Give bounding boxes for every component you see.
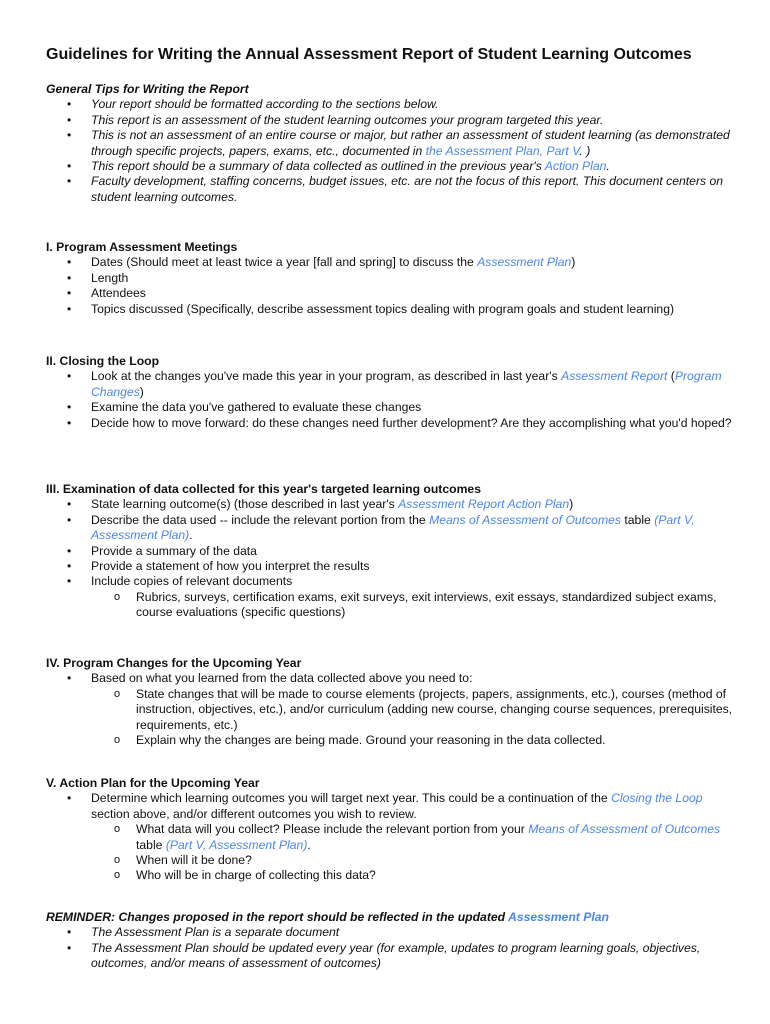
list-item: • State learning outcome(s) (those described in last year's Assessment Report Action Plan): [46, 497, 736, 512]
section-list: [46, 791, 736, 883]
list-item: • The Assessment Plan should be updated every year (for example, updates to program learning goals, objectives, outcomes, and/or means of assessment of outcomes): [46, 941, 736, 972]
list-item: • Look at the changes you've made this year in your program, as described in last year's Assessment Report (Program Changes): [46, 369, 736, 400]
general-tips-section: [46, 82, 736, 205]
list-item: • This is not an assessment of an entire course or major, but rather an assessment of student learning (as demonstrated through specific projects, papers, exams, etc., documented in the Assessment Plan, Part V. ): [46, 128, 736, 159]
list-item: • Attendees: [46, 286, 736, 301]
section-heading: II. Closing the Loop: [46, 354, 160, 368]
list-item: • Decide how to move forward: do these changes need further development? Are they accomplishing what you'd hoped?: [46, 416, 736, 431]
list-item: • Examine the data you've gathered to evaluate these changes: [46, 400, 736, 415]
list-item: • This report should be a summary of data collected as outlined in the previous year's Action Plan.: [46, 159, 736, 174]
sub-list-item: o Rubrics, surveys, certification exams, exit surveys, exit interviews, exit essays, standardized subject exams, course evaluations (specific questions): [46, 590, 736, 621]
list-item: • Based on what you learned from the data collected above you need to:: [46, 671, 736, 686]
list-item: • Include copies of relevant documents: [46, 574, 736, 589]
section-heading: V. Action Plan for the Upcoming Year: [46, 776, 260, 790]
reminder-section: [46, 910, 736, 972]
assessment-report-link[interactable]: Assessment Report: [561, 369, 668, 384]
program-changes-link[interactable]: Program Changes: [91, 369, 722, 399]
part-v-assessment-plan-link[interactable]: (Part V, Assessment Plan): [165, 837, 308, 852]
section-heading: IV. Program Changes for the Upcoming Year: [46, 656, 302, 670]
sub-list-item: o Explain why the changes are being made. Ground your reasoning in the data collected.: [46, 733, 736, 748]
section-list: [46, 369, 736, 431]
list-item: • Dates (Should meet at least twice a year [fall and spring] to discuss the Assessment Plan): [46, 255, 736, 270]
list-item: • Faculty development, staffing concerns, budget issues, etc. are not the focus of this report. This document centers on student learning outcomes.: [46, 174, 736, 205]
program-changes-section: [46, 656, 736, 748]
sub-list-item: o State changes that will be made to course elements (projects, papers, assignments, etc.), courses (method of instruction, objectives, etc.), and/or curriculum (adding new course, changing course sequences, prerequisites, requirements, etc.): [46, 687, 736, 733]
sub-list-item: o What data will you collect? Please include the relevant portion from your Means of Assessment of Outcomes table (Part V, Assessment Plan).: [46, 822, 736, 853]
reminder-list: [46, 925, 736, 971]
section-list: [46, 255, 736, 317]
assessment-plan-part-v-link[interactable]: the Assessment Plan, Part V: [425, 143, 580, 158]
closing-the-loop-link[interactable]: Closing the Loop: [611, 791, 703, 806]
sub-list-item: o Who will be in charge of collecting this data?: [46, 868, 736, 883]
closing-the-loop-section: [46, 354, 736, 431]
reminder-heading: REMINDER: Changes proposed in the report should be reflected in the updated Assessment Plan: [46, 910, 609, 924]
action-plan-section: [46, 776, 736, 884]
section-heading: III. Examination of data collected for this year's targeted learning outcomes: [46, 482, 481, 496]
section-heading: I. Program Assessment Meetings: [46, 240, 238, 254]
list-item: • Your report should be formatted according to the sections below.: [46, 97, 736, 112]
assessment-report-action-plan-link[interactable]: Assessment Report Action Plan: [398, 497, 570, 512]
section-list: [46, 671, 736, 748]
examination-of-data-section: [46, 482, 736, 621]
means-of-assessment-link[interactable]: Means of Assessment of Outcomes: [528, 822, 721, 837]
assessment-plan-link[interactable]: Assessment Plan: [477, 255, 572, 270]
general-tips-list: [46, 97, 736, 205]
assessment-plan-link[interactable]: Assessment Plan: [508, 910, 609, 924]
sub-list-item: o When will it be done?: [46, 853, 736, 868]
part-v-assessment-plan-link[interactable]: (Part V, Assessment Plan): [91, 512, 695, 543]
list-item: • Provide a statement of how you interpret the results: [46, 559, 736, 574]
list-item: • Topics discussed (Specifically, describe assessment topics dealing with program goals and student learning): [46, 302, 736, 317]
list-item: • Determine which learning outcomes you will target next year. This could be a continuation of the Closing the Loop section above, and/or different outcomes you wish to review.: [46, 791, 736, 822]
section-list: [46, 497, 736, 620]
action-plan-link[interactable]: Action Plan: [544, 159, 607, 174]
list-item: • Describe the data used -- include the relevant portion from the Means of Assessment of Outcomes table (Part V, Assessment Plan).: [46, 513, 736, 544]
list-item: • Provide a summary of the data: [46, 544, 736, 559]
means-of-assessment-link[interactable]: Means of Assessment of Outcomes: [429, 512, 621, 527]
list-item: • Length: [46, 271, 736, 286]
page-title: Guidelines for Writing the Annual Assessment Report of Student Learning Outcomes: [46, 46, 692, 63]
general-tips-heading: General Tips for Writing the Report: [46, 82, 249, 96]
list-item: • The Assessment Plan is a separate document: [46, 925, 736, 940]
program-assessment-meetings-section: [46, 240, 736, 317]
list-item: • This report is an assessment of the student learning outcomes your program targeted this year.: [46, 113, 736, 128]
